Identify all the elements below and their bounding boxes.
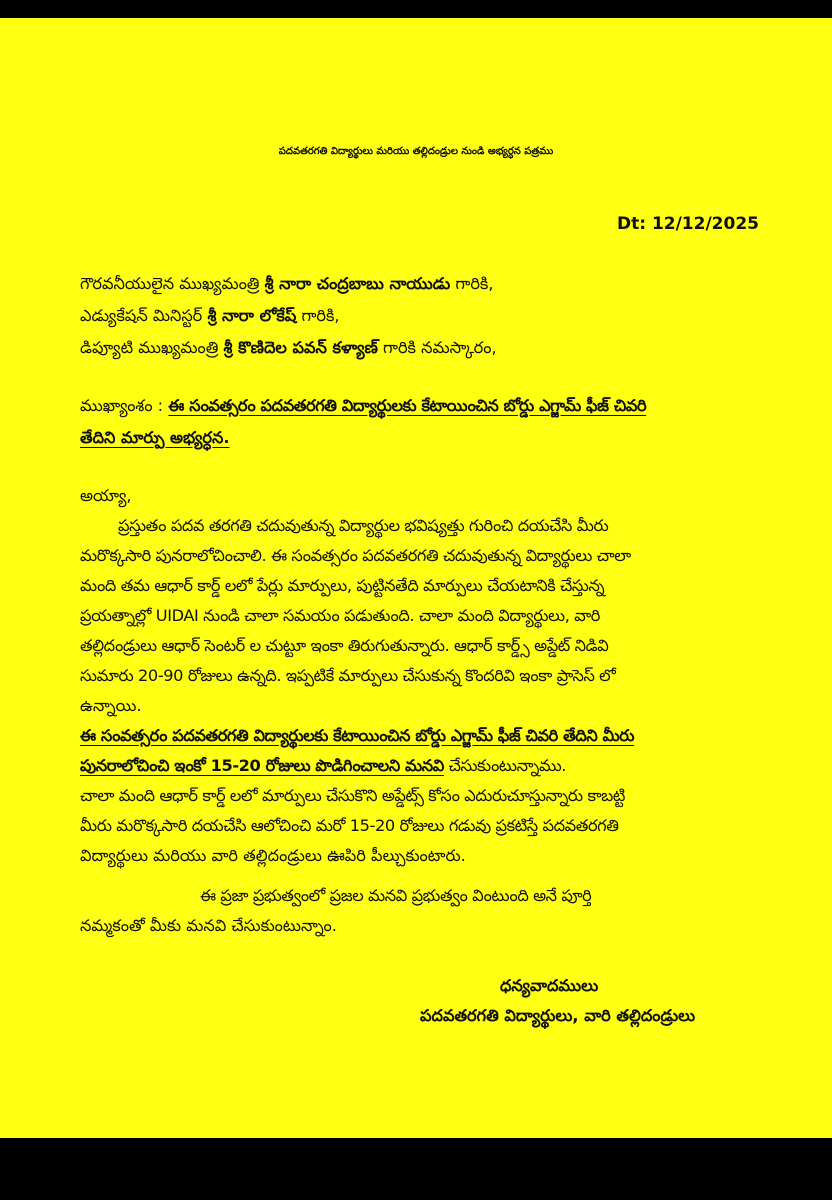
address-line-3-prefix: డిప్యూటి ముఖ్యమంత్రి: [80, 338, 224, 357]
body1-line-1: ప్రస్తుతం పదవ తరగతి చదువుతున్న విద్యార్థుల భవిష్యత్తు గురించి దయచేసి మీరు: [118, 516, 609, 535]
address-line-2-suffix: గారికి,: [296, 306, 340, 325]
request-line-2: [80, 756, 566, 776]
body1-line-6: సుమారు 20-90 రోజులు ఉన్నది. ఇప్పటికే మార్పులు చేసుకున్న కొందరివి ఇంకా ప్రాసెస్ లో: [80, 666, 616, 685]
address-line-1-suffix: గారికి,: [450, 274, 494, 293]
salutation: అయ్యా,: [80, 486, 132, 505]
body1-line-7: ఉన్నాయి.: [80, 696, 142, 715]
address-line-1: [80, 274, 494, 294]
body1-line-5: తల్లిదండ్రులు ఆధార్ సెంటర్ ల చుట్టూ ఇంకా తిరుగుతున్నారు. ఆధార్ కార్డ్స్ అప్డేట్ నిడివి: [80, 636, 609, 655]
closing-line-1: ఈ ప్రజా ప్రభుత్వంలో ప్రజల మనవి ప్రభుత్వం వింటుంది అనే పూర్తి: [200, 886, 592, 905]
body1-line-2: మరొక్కసారి పునరాలోచించాలి. ఈ సంవత్సరం పదవతరగతి చదువుతున్న విద్యార్థులు చాలా: [80, 546, 631, 565]
signature: పదవతరగతి విద్యార్థులు, వారి తల్లిదండ్రులు: [420, 1006, 696, 1025]
address-line-3-name: శ్రీ కొణిదెల పవన్ కళ్యాణ్: [223, 338, 378, 357]
body1-line-4: ప్రయత్నాల్లో UIDAI నుండి చాలా సమయం పడుతుంది. చాలా మంది విద్యార్థులు, వారి: [80, 606, 601, 625]
address-line-2-prefix: ఎడ్యుకేషన్ మినిస్టర్: [80, 306, 208, 325]
closing-line-2: నమ్మకంతో మీకు మనవి చేసుకుంటున్నాం.: [80, 916, 337, 935]
subject-line-2: తేదిని మార్పు అభ్యర్ధన.: [80, 428, 230, 447]
address-line-1-name: శ్రీ నారా చంద్రబాబు నాయుడు: [264, 274, 451, 293]
request-suffix: చేసుకుంటున్నాము.: [443, 756, 567, 775]
letter-page: [0, 18, 832, 1138]
request-line-1: ఈ సంవత్సరం పదవతరగతి విద్యార్థులకు కేటాయించిన బోర్డు ఎగ్జామ్ ఫీజ్ చివరి తేదిని మీరు: [80, 726, 635, 745]
subject-label: ముఖ్యాంశం :: [80, 396, 169, 415]
subject-text-1: ఈ సంవత్సరం పదవతరగతి విద్యార్థులకు కేటాయించిన బోర్డు ఎగ్జామ్ ఫీజ్ చివరి: [168, 396, 647, 415]
subject-line-1: [80, 396, 646, 416]
address-line-3-suffix: గారికి నమస్కారం,: [377, 338, 497, 357]
address-line-1-prefix: గౌరవనీయులైన ముఖ్యమంత్రి: [80, 274, 265, 293]
signoff: ధన్యవాదములు: [500, 976, 599, 995]
letter-date: Dt: 12/12/2025: [616, 214, 759, 234]
body2-line-2: మీరు మరొక్కసారి దయచేసి ఆలోచించి మరో 15-20 రోజులు గడువు ప్రకటిస్తే పదవతరగతి: [80, 816, 619, 835]
body1-line-3: మంది తమ ఆధార్ కార్డ్ లలో పేర్లు మార్పులు, పుట్టినతేది మార్పులు చేయటానికి చేస్తున్న: [80, 576, 605, 595]
letter-title: పదవతరగతి విద్యార్థులు మరియు తల్లిదండ్రుల నుండి అభ్యర్ధన పత్రము: [278, 146, 554, 157]
address-line-3: [80, 338, 497, 358]
body2-line-3: విద్యార్థులు మరియు వారి తల్లిదండ్రులు ఊపిరి పీల్చుకుంటారు.: [80, 846, 466, 865]
request-emphasis: పునరాలోచించి ఇంకో 15-20 రోజులు పొడిగించాలని మనవి: [80, 756, 444, 775]
body2-line-1: చాలా మంది ఆధార్ కార్డ్ లలో మార్పులు చేసుకొని అప్డేట్స్ కోసం ఎదురుచూస్తున్నారు కాబట్టి: [80, 786, 625, 805]
address-line-2-name: శ్రీ నారా లోకేష్: [207, 306, 297, 325]
address-line-2: [80, 306, 340, 326]
